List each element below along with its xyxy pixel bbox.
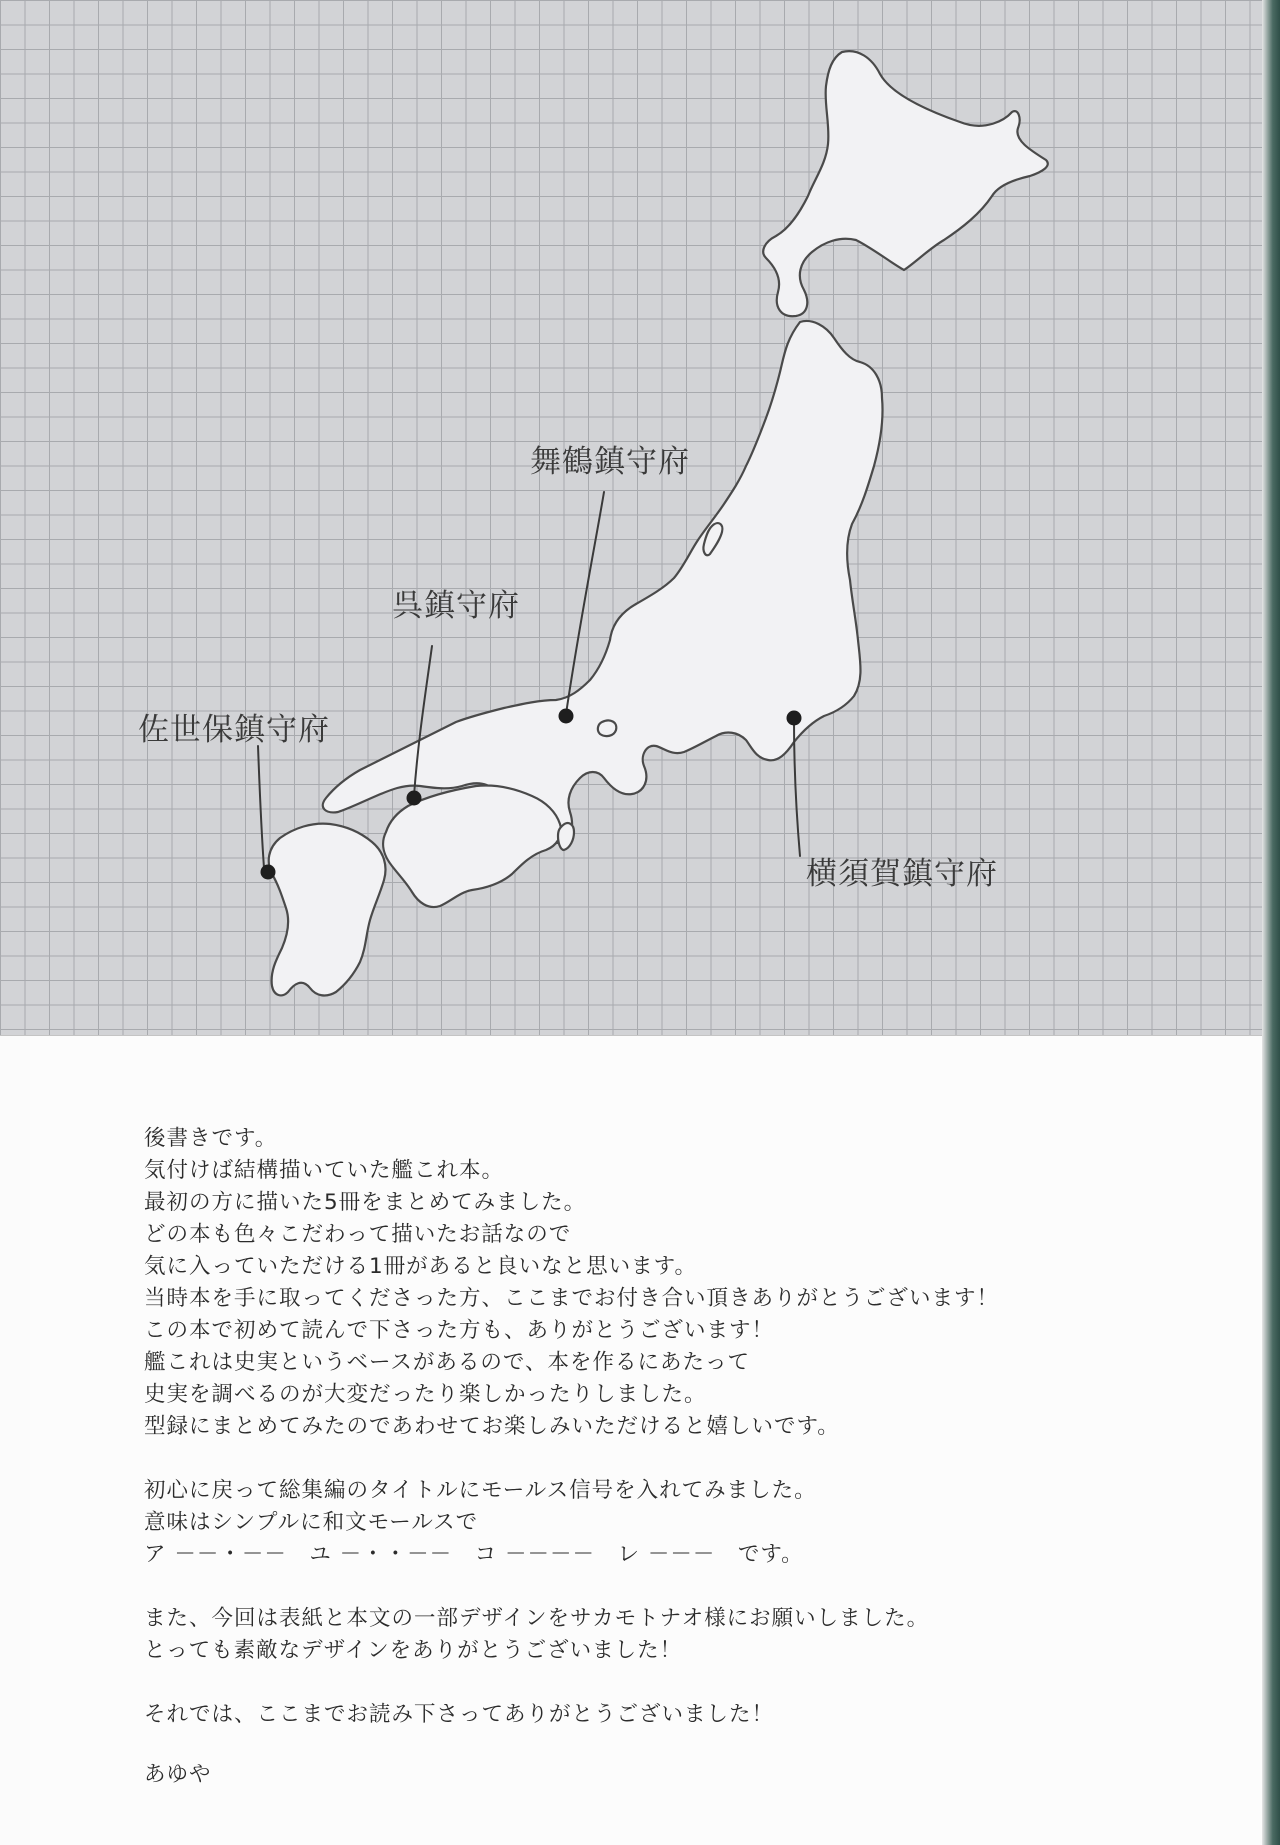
yokosuka-leader-line [794, 720, 800, 856]
afterword-line: 史実を調べるのが大変だったり楽しかったりしました。 [144, 1382, 707, 1407]
afterword-line: 初心に戻って総集編のタイトルにモールス信号を入れてみました。 [144, 1478, 817, 1503]
paragraph-gap [144, 1731, 1144, 1759]
afterword-line: 気に入っていただける1冊があると良いなと思います。 [144, 1254, 697, 1279]
afterword-line: また、今回は表紙と本文の一部デザインをサカモトナオ様にお願いしました。 [144, 1606, 930, 1631]
sasebo-leader-line [258, 746, 264, 868]
kyushu-island [269, 824, 386, 996]
kure-label: 呉鎮守府 [392, 588, 520, 624]
sasebo-label: 佐世保鎮守府 [138, 712, 330, 748]
afterword-line: 意味はシンプルに和文モールスで [144, 1510, 479, 1535]
awaji-island [558, 823, 574, 850]
afterword-line: 気付けば結構描いていた艦これ本。 [144, 1158, 505, 1183]
paragraph-gap [144, 1443, 1144, 1475]
morse-code-line: ア －－・－－ ユ －・・－－ コ －－－－ レ －－－ です。 [144, 1542, 804, 1567]
closing-line: それでは、ここまでお読み下さってありがとうございました！ [144, 1702, 775, 1727]
paragraph-gap [144, 1667, 1144, 1699]
maizuru-dot [559, 709, 574, 724]
paragraph-gap [144, 1571, 1144, 1603]
afterword-line: この本で初めて読んで下さった方も、ありがとうございます！ [144, 1318, 775, 1343]
yokosuka-dot [787, 711, 802, 726]
hokkaido-island [763, 51, 1048, 316]
sasebo-dot [261, 865, 276, 880]
afterword-line: 当時本を手に取ってくださった方、ここまでお付き合い頂きありがとうございます！ [144, 1286, 1000, 1311]
oki-island [598, 720, 616, 736]
afterword-line: どの本も色々こだわって描いたお話なので [144, 1222, 572, 1247]
afterword-line: 最初の方に描いた5冊をまとめてみました。 [144, 1190, 587, 1215]
afterword-text [144, 1123, 1144, 1791]
author-signature: あゆや [144, 1762, 212, 1787]
maizuru-label: 舞鶴鎮守府 [530, 444, 690, 480]
afterword-line: 型録にまとめてみたのであわせてお楽しみいただけると嬉しいです。 [144, 1414, 840, 1439]
kure-dot [407, 791, 422, 806]
afterword-line: 艦これは史実というベースがあるので、本を作るにあたって [144, 1350, 750, 1375]
page-edge-right [1262, 0, 1280, 1845]
afterword-line: 後書きです。 [144, 1126, 278, 1151]
yokosuka-label: 横須賀鎮守府 [806, 856, 998, 892]
afterword-line: とっても素敵なデザインをありがとうございました！ [144, 1638, 683, 1663]
